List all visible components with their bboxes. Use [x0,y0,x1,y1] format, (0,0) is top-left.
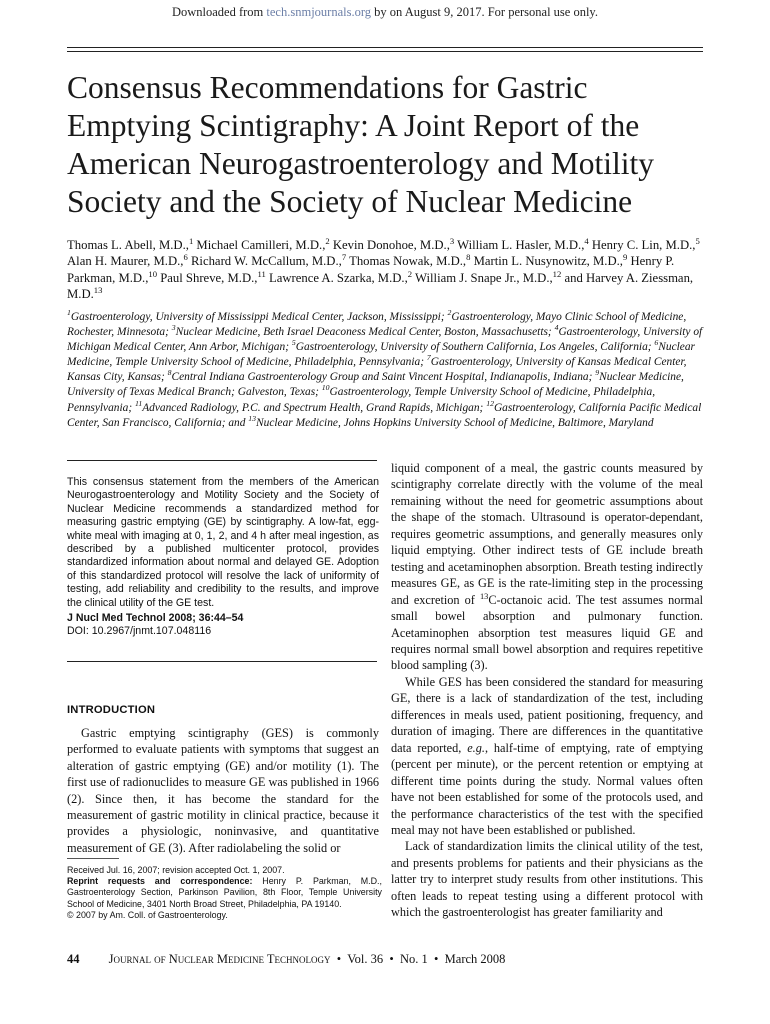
affiliation-text: Gastroenterology, University of Michigan Medical Center, Ann Arbor, Michigan; [67,326,703,354]
author-name: Richard W. McCallum, M.D., [190,254,342,269]
affiliation-text: Gastroenterology, University of Kansas Medical Center, Kansas City, Kansas; [67,356,687,384]
abstract-rule-top [67,460,377,461]
affiliation-marker: 1 [67,308,71,318]
author-name: Harvey A. Ziessman, M.D. [67,270,694,302]
affiliation-text: Nuclear Medicine, Johns Hopkins University School of Medicine, Baltimore, Maryland [256,416,654,429]
affiliation-text: Gastroenterology, Mayo Clinic School of Medicine, Rochester, Minnesota; [67,311,687,339]
reprint-text: Henry P. Parkman, M.D., Gastroenterology Section, Parkinson Pavilion, 8th Floor, Temple University School of Medicine, 3401 North Broad Street, Philadelphia, PA 19140. [67,876,382,909]
introduction-body [67,725,379,856]
copyright-note: © 2007 by Am. Coll. of Gastroenterology. [67,909,228,920]
author-name: William J. Snape Jr., M.D., [415,270,553,285]
page-number: 44 [67,952,80,966]
author-name: Martin L. Nusynowitz, M.D., [473,254,623,269]
text-run: liquid component of a meal, the gastric counts measured by scintigraphy correlate directly with the volume of the meal remaining without the need for geometric assumptions about the shape of the stomach. Ultrasound is operator-dependant, requires geometric assumptions, and generally measures only liquid emptying. Other indirect tests of GE include breath testing and acetaminophen absorption. Breath testing indirectly measures GE, as GE is the rate-limiting step in the processing and excretion of [391,461,703,607]
affiliation-marker: 9 [595,368,600,378]
received-note: Received Jul. 16, 2007; revision accepted Oct. 1, 2007. [67,865,285,875]
author-name: William L. Hasler, M.D., [457,238,585,252]
author-affiliation-marker: 7 [341,252,347,263]
author-name: Michael Camilleri, M.D., [196,238,326,252]
text-run: C-octanoic acid. The test assumes normal small bowel absorption and pulmonary function. Acetaminophen absorption test measures liquid GE and requires normal small bowel absorption and requires repetitive blood sampling (3). [391,592,703,673]
author-name: Henry C. Lin, M.D., [591,238,696,252]
text-run: While GES has been considered the standard for measuring GE, there is a lack of standardization of the test, including differences in meals used, patient positioning, frequency, and duration of imaging. There are differences in the quantitative data reported, [391,674,703,755]
author-name: Thomas L. Abell, M.D., [67,238,189,252]
abstract-rule-bottom [67,661,377,662]
introduction-heading: INTRODUCTION [67,704,156,716]
issue: No. 1 [399,952,428,966]
author-affiliation-marker: 12 [552,268,562,279]
author-name: Thomas Nowak, M.D., [349,254,467,269]
header-rule-thin [67,51,703,52]
affiliation-marker: 13 [248,413,257,423]
reprint-label: Reprint requests and correspondence: [67,876,253,887]
author-conjunction: and [561,270,583,285]
author-name: Alan H. Maurer, M.D., [67,254,184,269]
banner-suffix: by on August 9, 2017. For personal use only. [371,5,598,19]
introduction-paragraph: Gastric emptying scintigraphy (GES) is commonly performed to evaluate patients with symptoms that suggest an alteration of gastric emptying (GE) and/or motility (1). The first use of radionuclides to measure GE was published in 1966 (2). Since then, it has become the standard for the measurement of gastric motility in clinical practice, because it provides a physiologic, noninvasive, and quantitative measurement of GE (3). After radiolabeling the solid or [67,726,379,855]
author-affiliation-marker: 6 [183,252,188,263]
affiliation-marker: 3 [171,323,176,333]
article-title: Consensus Recommendations for Gastric Emptying Scintigraphy: A Joint Report of the American Neurogastroenterology and Motility Society and the Society of Nuclear Medicine [67,70,654,219]
affiliations [67,310,707,431]
affiliation-marker: 6 [654,338,659,348]
affiliation-marker: 5 [291,338,296,348]
footnotes [60,865,382,921]
journal-citation: J Nucl Med Technol 2008; 36:44–54 [67,612,244,625]
affiliation-marker: 12 [486,398,494,408]
isotope-superscript: 13 [479,591,489,601]
separator: • [389,952,394,966]
affiliation-text: Nuclear Medicine, Temple University School of Medicine, Philadelphia, Pennsylvania; [67,341,695,369]
abstract-text: This consensus statement from the members of the American Neurogastroenterology and Motility Society and the Society of Nuclear Medicine recommends a standardized method for measuring gastric emptying (GE) by scintigraphy. A low-fat, egg-white meal with imaging at 0, 1, 2, and 4 h after meal ingestion, as described by a published multicenter protocol, provides standardized information about normal and delayed GE. Adoption of this standardized protocol will resolve the lack of uniformity of testing, add reliability and credibility to the results, and improve the clinical utility of the GE test. [67,476,379,609]
affiliation-marker: 7 [426,353,431,363]
author-name: Lawrence A. Szarka, M.D., [268,270,408,285]
author-affiliation-marker: 2 [407,268,413,279]
author-affiliation-marker: 11 [257,268,266,279]
author-affiliation-marker: 3 [449,235,455,246]
right-paragraph-2 [391,674,703,839]
affiliation-text: Nuclear Medicine, Beth Israel Deaconess Medical Center, Boston, Massachusetts; [175,326,555,339]
affiliation-marker: 11 [135,398,143,408]
affiliation-text: Central Indiana Gastroenterology Group and Saint Vincent Hospital, Indianapolis, Indiana; [171,371,596,384]
doi: DOI: 10.2967/jnmt.107.048116 [67,625,212,638]
author-affiliation-marker: 1 [188,235,194,246]
right-paragraph-3: Lack of standardization limits the clinical utility of the test, and presents problems for patients and their physicians as the latter try to interpret study results from other institutions. This often leads to repeat testing using a different protocol with which the gastroenterologist has greater familiarity and [391,839,703,920]
affiliation-text: Gastroenterology, Temple University School of Medicine, Philadelphia, Pennsylvania; [67,386,656,414]
issue-date: March 2008 [444,952,506,966]
eg-italic: e.g. [467,740,485,755]
banner-prefix: Downloaded from [171,5,267,19]
affiliation-text: Gastroenterology, University of Mississippi Medical Center, Jackson, Mississippi; [70,311,448,323]
author-affiliation-marker: 13 [93,284,103,295]
separator: • [336,952,342,966]
right-paragraph-1 [391,460,703,674]
affiliation-text: Gastroenterology, California Pacific Medical Center, San Francisco, California; and [67,401,702,429]
author-affiliation-marker: 9 [622,252,628,263]
volume: Vol. 36 [347,952,384,966]
author-affiliation-marker: 4 [584,235,589,246]
author-affiliation-marker: 2 [325,235,330,246]
text-run: , half-time of emptying, rate of emptying (percent per minute), or the percent retention or emptying at different time points during the study. Normal values often have not been established for some of the protocols used, and the performance characteristics of the test with the specified meal may not have been established or published. [391,740,704,837]
page-footer [67,952,707,967]
abstract [67,476,379,639]
affiliation-marker: 4 [554,323,559,333]
affiliation-text: Gastroenterology, University of Southern California, Los Angeles, California; [295,341,655,354]
affiliation-marker: 10 [321,383,330,393]
author-list [67,237,707,303]
reprint-note [60,876,382,910]
journal-name: Journal of Nuclear Medicine Technology [108,952,331,966]
header-rule-thick [67,47,703,48]
author-affiliation-marker: 8 [466,252,471,263]
separator: • [434,952,439,966]
affiliation-text: Nuclear Medicine, University of Texas Medical Branch; Galveston, Texas; [67,371,684,399]
affiliation-marker: 8 [167,368,172,378]
footnote-rule [67,858,119,859]
right-column-body [391,460,703,921]
affiliation-text: Advanced Radiology, P.C. and Spectrum Health, Grand Rapids, Michigan; [142,401,487,414]
affiliation-marker: 2 [447,308,452,318]
author-name: Kevin Donohoe, M.D., [332,238,450,252]
author-name: Paul Shreve, M.D., [160,270,258,285]
author-name: Henry P. Parkman, M.D., [67,254,675,285]
banner-site-link[interactable]: tech.snmjournals.org [266,5,372,19]
author-affiliation-marker: 10 [148,268,158,279]
author-affiliation-marker: 5 [695,235,700,246]
download-banner [0,5,770,20]
